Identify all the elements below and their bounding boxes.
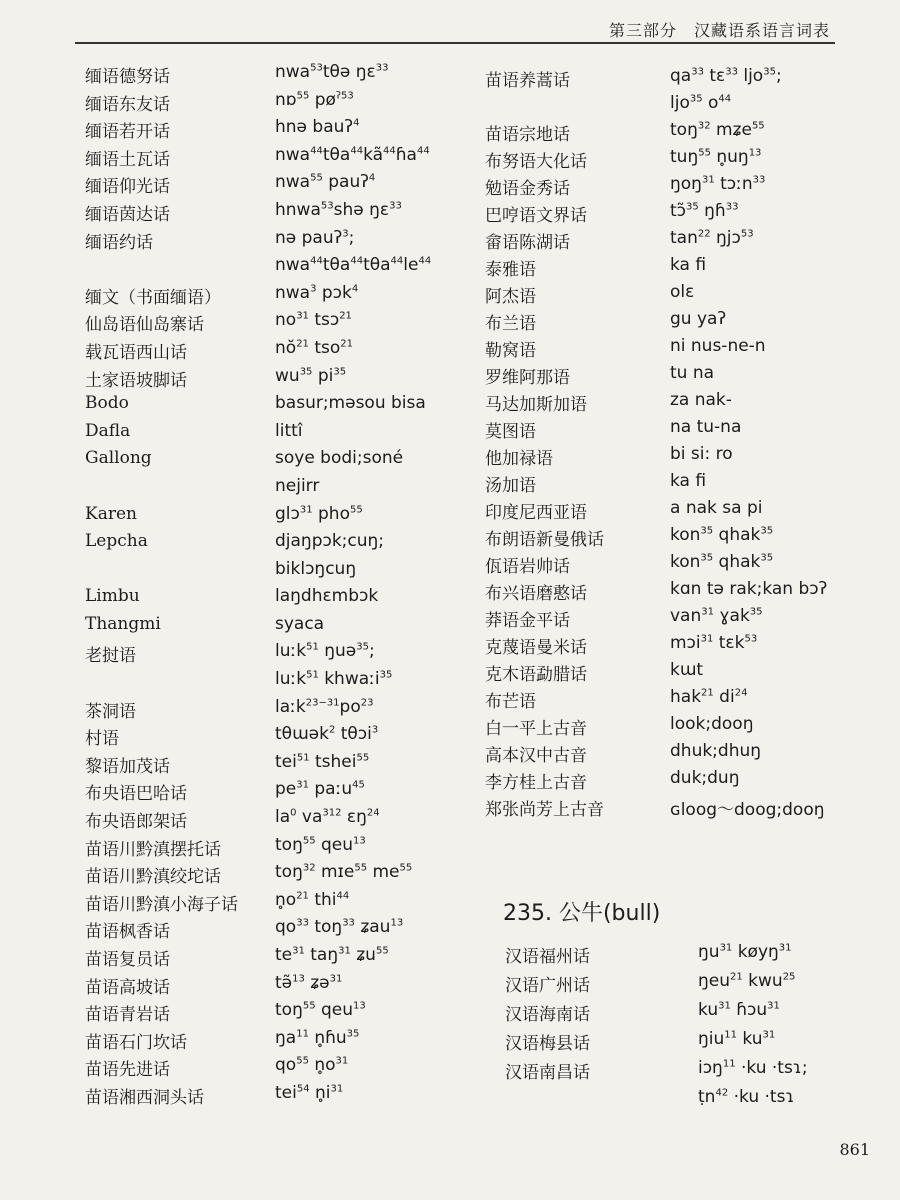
word-form: $nwa^{44}t\theta a^{44}kã^{44}ɦa^{44}$ <box>275 144 430 165</box>
entry-row <box>485 660 865 687</box>
word-form: hnwa$^{53}$shə ŋɛ$^{33}$ <box>275 199 402 220</box>
entry-row <box>85 917 485 945</box>
entry-row <box>485 552 865 579</box>
header-rule <box>75 42 835 44</box>
language-name: 畲语陈湖话 <box>485 233 570 253</box>
language-name: Gallong <box>85 448 152 469</box>
entry-row <box>485 714 865 741</box>
language-name: 苗语先进话 <box>85 1060 170 1081</box>
language-name: 勒窝语 <box>485 341 536 361</box>
entry-row <box>85 779 485 807</box>
entry-row <box>485 390 865 417</box>
word-form: $qo^{55}$ $n̥o^{31}$ <box>275 1055 349 1076</box>
entry-row <box>85 973 485 1001</box>
word-form: hak$^{21}$ $di^{24}$ <box>670 687 748 707</box>
word-form: toŋ$^{32}$ mɪe$^{55}$ $me^{55}$ <box>275 862 413 883</box>
entry-row <box>85 807 485 835</box>
word-form: $ŋa^{11}$ n̥ɦu$^{35}$ <box>275 1027 360 1048</box>
entry-row <box>85 586 485 614</box>
word-form: $n̥o^{21}$ thi$^{44}$ <box>275 889 350 910</box>
entry-row <box>85 172 485 200</box>
word-form: $laːk^{23-31}po^{23}$ <box>275 696 374 717</box>
word-form: toŋ$^{55}$ qeu$^{13}$ <box>275 1000 366 1021</box>
entry-row <box>85 228 485 256</box>
language-name: 布兰语 <box>485 314 536 334</box>
word-form: na tu-na <box>670 417 742 437</box>
language-name: 缅语德努话 <box>85 67 170 87</box>
entry-row <box>85 862 485 890</box>
word-form: $\tan^{22}$ ŋjɔ$^{53}$ <box>670 228 754 248</box>
language-name: 苗语青岩话 <box>85 1005 170 1026</box>
language-name: 缅语仰光话 <box>85 177 170 198</box>
entry-row <box>485 66 865 93</box>
language-name: 他加禄语 <box>485 449 553 469</box>
bull-entries <box>505 942 865 1116</box>
language-name: 苗语石门坎话 <box>85 1032 187 1053</box>
word-form: dhuk;dhuŋ <box>670 741 762 761</box>
entry-row <box>485 525 865 552</box>
word-form: nə pauʔ$^3$; <box>275 227 355 248</box>
word-form: van$^{31}$ ɣak$^{35}$ <box>670 606 763 626</box>
language-name: 勉语金秀话 <box>485 179 570 199</box>
entry-row <box>505 971 865 1000</box>
word-form: $no^{31}$ tsɔ$^{21}$ <box>275 310 352 331</box>
entry-row <box>85 1083 485 1111</box>
language-name: 汉语广州话 <box>505 976 590 996</box>
language-name: 老挝语 <box>85 646 136 667</box>
entry-row <box>85 752 485 780</box>
word-form: littî <box>275 420 303 441</box>
entry-row <box>485 471 865 498</box>
language-name: Thangmi <box>85 613 161 634</box>
word-form: tuŋ$^{55}$ $n̥uŋ^{13}$ <box>670 147 762 167</box>
language-name: 苗语复员话 <box>85 950 170 970</box>
language-name: 汉语福州话 <box>505 947 590 967</box>
language-name: 村语 <box>85 729 119 750</box>
entry-row <box>485 282 865 309</box>
language-name: Lepcha <box>85 531 148 552</box>
language-name: 土家语坡脚话 <box>85 370 187 391</box>
word-form: nɒ$^{55}$ $pø^{ʔ53}$ <box>275 89 354 110</box>
entry-row <box>485 363 865 390</box>
entry-row <box>85 283 485 311</box>
word-form: ṭn$^{42}$ ·ku ·tsɿ <box>698 1087 795 1107</box>
word-form: luːk$^{51}$ khwaːi$^{35}$ <box>275 669 393 690</box>
language-name: 苗语枫香话 <box>85 922 170 943</box>
entry-row <box>85 448 485 476</box>
word-form: basur;məsou bisa <box>275 393 426 414</box>
language-name: 缅文（书面缅语） <box>85 287 221 308</box>
word-form: $pe^{31}$ paːu$^{45}$ <box>275 779 365 800</box>
word-form: ljo$^{35}$ $o^{44}$ <box>670 93 732 113</box>
word-form: iɔŋ$^{11}$ ·ku ·tsɿ; <box>698 1058 808 1078</box>
entry-row <box>85 1028 485 1056</box>
word-form: tu na <box>670 363 715 383</box>
entry-row <box>85 421 485 449</box>
word-form: nwa$^{53}$tθə ŋɛ$^{33}$ <box>275 62 389 82</box>
word-form: kon$^{35}$ qhak$^{35}$ <box>670 525 774 545</box>
entry-row <box>85 90 485 118</box>
word-form: $ŋu^{31}$ køyŋ$^{31}$ <box>698 942 792 962</box>
word-form: $la^0$ $va^{312}$ ɛŋ$^{24}$ <box>275 807 380 828</box>
word-form: ŋiu$^{11}$ $ku^{31}$ <box>698 1029 776 1049</box>
word-form: tə̃$^{13}$ ʑə$^{31}$ <box>275 972 343 993</box>
word-form: tɔ̃$^{35}$ ŋɦ$^{33}$ <box>670 201 739 221</box>
language-name: 罗维阿那语 <box>485 368 570 388</box>
language-name: 苗语川黔滇摆托话 <box>85 839 221 860</box>
word-form: laŋdhɛmbɔk <box>275 586 379 607</box>
word-form: duk;duŋ <box>670 768 740 788</box>
language-name: 布兴语磨憨话 <box>485 584 587 604</box>
entry-row <box>85 117 485 145</box>
word-form: kɯt <box>670 660 704 680</box>
word-form: olɛ <box>670 282 695 302</box>
word-form: mɔi$^{31}$ tɛk$^{53}$ <box>670 633 758 653</box>
language-name: 汉语南昌话 <box>505 1063 590 1083</box>
entry-row <box>85 669 485 697</box>
language-name: 缅语茵达话 <box>85 204 170 225</box>
language-name: 克蔑语曼米话 <box>485 638 587 658</box>
word-form: kɑn tə rak;kan bɔʔ <box>670 579 828 599</box>
word-form: look;dooŋ <box>670 714 754 734</box>
language-name: 佤语岩帅话 <box>485 557 570 577</box>
language-name: 缅语若开话 <box>85 122 170 143</box>
language-name: 茶洞语 <box>85 701 136 722</box>
entry-row <box>485 795 865 822</box>
entry-row <box>505 1000 865 1029</box>
word-form: ni nus-ne-n <box>670 336 766 356</box>
page-number: 861 <box>839 1140 870 1159</box>
entry-row <box>485 309 865 336</box>
entry-row <box>85 1000 485 1028</box>
language-name: 苗语川黔滇绞坨话 <box>85 867 221 888</box>
word-form: ŋoŋ$^{31}$ tɔːn$^{33}$ <box>670 174 766 194</box>
entry-row <box>85 62 485 90</box>
word-form: nwa$^3$ pɔk$^4$ <box>275 282 359 303</box>
entry-row <box>85 890 485 918</box>
entry-row <box>85 366 485 394</box>
language-name: 汤加语 <box>485 476 536 496</box>
entry-row <box>505 942 865 971</box>
word-form: soye bodi;soné <box>275 448 404 469</box>
entry-row <box>485 201 865 228</box>
language-name: 苗语湘西洞头话 <box>85 1087 204 1108</box>
word-form: nejirr <box>275 475 320 496</box>
word-form: tei$^{51}$ tshei$^{55}$ <box>275 751 370 772</box>
word-form: biklɔŋcuŋ <box>275 558 357 579</box>
word-form: ŋeu$^{21}$ kwu$^{25}$ <box>698 971 796 991</box>
language-name: 布朗语新曼俄话 <box>485 530 604 550</box>
section-title: 235. 公牛(bull) <box>503 901 661 926</box>
word-form: syaca <box>275 613 325 634</box>
right-column <box>485 66 865 822</box>
entry-row <box>85 559 485 587</box>
word-form: za nak- <box>670 390 732 410</box>
language-name: 仙岛语仙岛寨话 <box>85 315 204 336</box>
entry-row <box>485 444 865 471</box>
language-name: 黎语加茂话 <box>85 756 170 777</box>
entry-row <box>85 393 485 421</box>
language-name: 莽语金平话 <box>485 611 570 631</box>
entry-row <box>505 1029 865 1058</box>
language-name: 郑张尚芳上古音 <box>485 800 604 820</box>
word-form: hnə bauʔ$^4$ <box>275 117 360 138</box>
language-name: 布央语郎架话 <box>85 812 187 833</box>
language-name: 布努语大化话 <box>485 152 587 172</box>
entry-row <box>85 476 485 504</box>
language-name: 汉语海南话 <box>505 1005 590 1025</box>
language-name: 缅语东友话 <box>85 94 170 115</box>
entry-row <box>505 1087 865 1116</box>
word-form: $te^{31}$ taŋ$^{31}$ ʑu$^{55}$ <box>275 945 389 965</box>
entry-row <box>85 835 485 863</box>
entry-row <box>85 641 485 669</box>
entry-row <box>485 417 865 444</box>
language-name: 印度尼西亚语 <box>485 503 587 523</box>
entry-row <box>505 1058 865 1087</box>
word-form: tθɯək$^2$ tθɔi$^3$ <box>275 724 379 745</box>
word-form: gu yaʔ <box>670 309 727 329</box>
word-form: glɔ$^{31}$ pho$^{55}$ <box>275 503 363 524</box>
language-name: 苗语川黔滇小海子话 <box>85 894 238 915</box>
entry-row <box>85 531 485 559</box>
entry-row <box>485 120 865 147</box>
entry-row <box>85 504 485 532</box>
language-name: 缅语约话 <box>85 232 153 253</box>
language-name: 苗语养蒿话 <box>485 71 570 91</box>
language-name: 苗语宗地话 <box>485 125 570 145</box>
word-form: luːk$^{51}$ ŋuə$^{35}$; <box>275 641 375 662</box>
entry-row <box>85 697 485 725</box>
word-form: $wu^{35}$ $pi^{35}$ <box>275 365 347 386</box>
language-name: 阿杰语 <box>485 287 536 307</box>
language-name: 白一平上古音 <box>485 719 587 739</box>
entry-row <box>85 614 485 642</box>
language-name: 克木语勐腊话 <box>485 665 587 685</box>
entry-row <box>485 255 865 282</box>
entry-row <box>485 498 865 525</box>
language-name: 载瓦语西山话 <box>85 342 187 363</box>
entry-row <box>485 687 865 714</box>
language-name: 李方桂上古音 <box>485 773 587 793</box>
word-form: ka fi <box>670 471 707 491</box>
word-form: tei$^{54}$ $n̥i^{31}$ <box>275 1082 344 1103</box>
word-form: bi si: ro <box>670 444 733 464</box>
word-form: $ku^{31}$ ɦɔu$^{31}$ <box>698 1000 780 1020</box>
language-name: 泰雅语 <box>485 260 536 280</box>
language-name: 苗语高坡话 <box>85 977 170 998</box>
language-name: 汉语梅县话 <box>505 1034 590 1054</box>
entry-row <box>485 147 865 174</box>
language-name: 缅语土瓦话 <box>85 149 170 170</box>
language-name: Dafla <box>85 420 131 441</box>
word-form: $qo^{33}$ toŋ$^{33}$ ʑau$^{13}$ <box>275 917 404 938</box>
language-name: 高本汉中古音 <box>485 746 587 766</box>
entry-row <box>485 93 865 120</box>
entry-row <box>85 200 485 228</box>
left-column <box>85 62 485 1111</box>
word-form: $qa^{33}$ tɛ$^{33}$ ljo$^{35}$; <box>670 66 782 86</box>
language-name: 布央语巴哈话 <box>85 784 187 805</box>
entry-row <box>85 310 485 338</box>
entry-row <box>485 606 865 633</box>
word-form: a nak sa pi <box>670 498 763 518</box>
entry-row <box>85 338 485 366</box>
entry-row <box>485 336 865 363</box>
entry-row <box>485 768 865 795</box>
entry-row <box>485 741 865 768</box>
word-form: nwa$^{55}$ pauʔ$^4$ <box>275 172 376 193</box>
word-form: $nŏ^{21}$ tso$^{21}$ <box>275 337 353 358</box>
language-name: Bodo <box>85 393 129 414</box>
language-name: Limbu <box>85 586 140 607</box>
entry-row <box>485 228 865 255</box>
word-form: ka fi <box>670 255 707 275</box>
language-name: 巴哼语文界话 <box>485 206 587 226</box>
entry-row <box>485 633 865 660</box>
language-name: 马达加斯加语 <box>485 395 587 415</box>
word-form: toŋ$^{55}$ qeu$^{13}$ <box>275 834 366 855</box>
word-form: kon$^{35}$ qhak$^{35}$ <box>670 552 774 572</box>
word-form: $nwa^{44}t\theta a^{44}t\theta a^{44}le^{44}$ <box>275 255 432 276</box>
entry-row <box>485 174 865 201</box>
language-name: 莫图语 <box>485 422 536 442</box>
running-header: 第三部分 汉藏语系语言词表 <box>608 21 830 40</box>
entry-row <box>85 1055 485 1083</box>
language-name: Karen <box>85 503 137 524</box>
word-form: ɢloog～doog;dooŋ <box>670 800 825 820</box>
language-name: 布芒语 <box>485 692 536 712</box>
entry-row <box>485 579 865 606</box>
word-form: toŋ$^{32}$ mʑe$^{55}$ <box>670 120 765 140</box>
entry-row <box>85 724 485 752</box>
entry-row <box>85 145 485 173</box>
entry-row <box>85 255 485 283</box>
word-form: djaŋpɔk;cuŋ; <box>275 531 385 552</box>
entry-row <box>85 945 485 973</box>
